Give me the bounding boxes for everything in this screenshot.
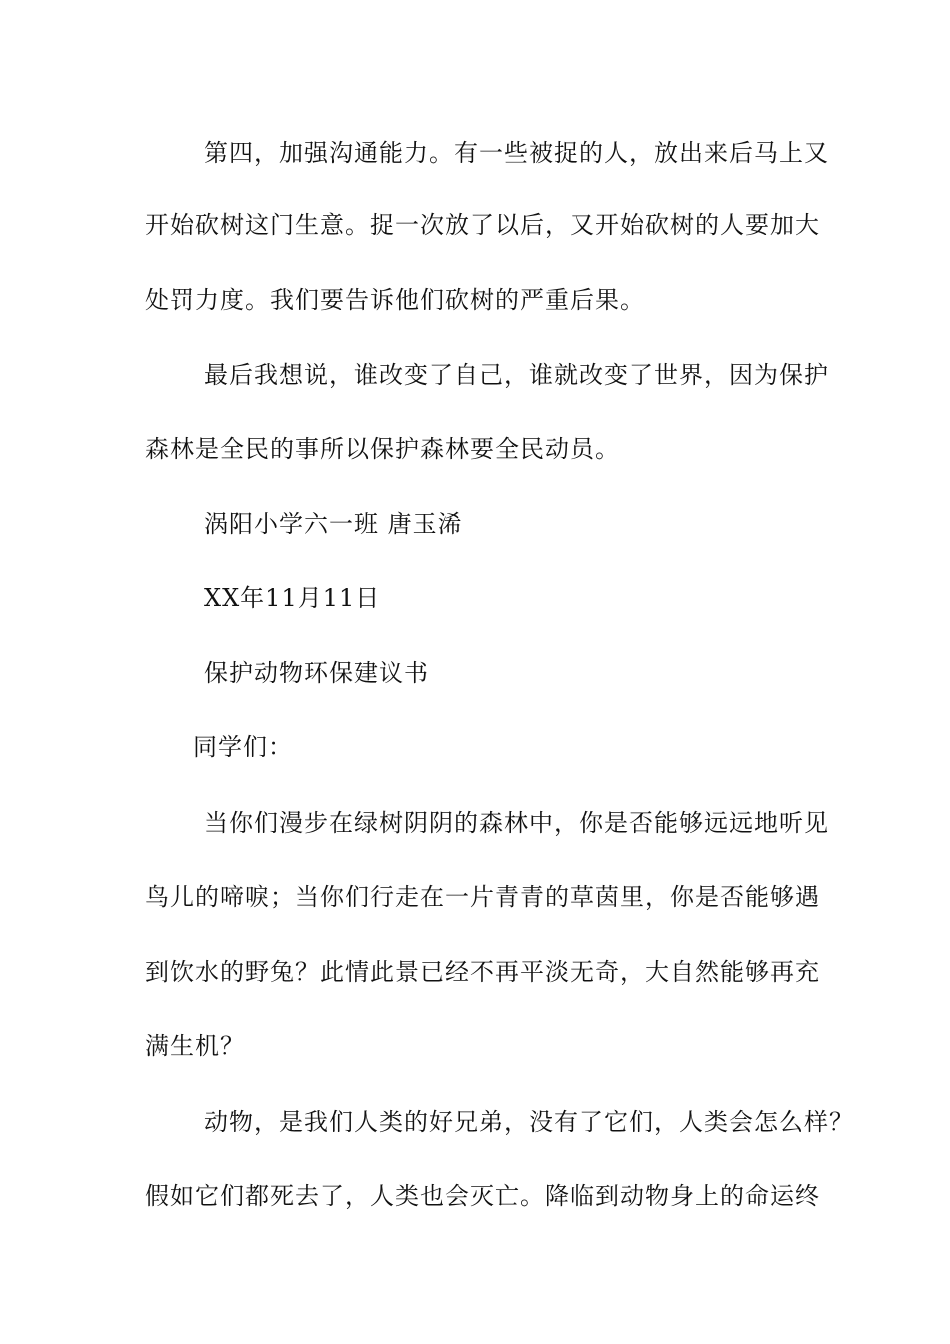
paragraph-line: 动物，是我们人类的好兄弟，没有了它们，人类会怎么样？ xyxy=(204,1108,854,1136)
signature-line: 涡阳小学六一班 唐玉浠 xyxy=(204,510,463,538)
paragraph-line: 森林是全民的事所以保护森林要全民动员。 xyxy=(145,435,620,463)
paragraph-line: 第四，加强沟通能力。有一些被捉的人，放出来后马上又 xyxy=(204,139,829,167)
paragraph-line: 满生机？ xyxy=(145,1032,245,1060)
section-title: 保护动物环保建议书 xyxy=(204,659,429,687)
paragraph-line: 鸟儿的啼唳；当你们行走在一片青青的草茵里，你是否能够遇 xyxy=(145,883,820,911)
paragraph-line: 处罚力度。我们要告诉他们砍树的严重后果。 xyxy=(145,286,645,314)
date-line: XX年11月11日 xyxy=(204,584,381,612)
salutation: 同学们： xyxy=(193,733,293,761)
paragraph-line: 假如它们都死去了，人类也会灭亡。降临到动物身上的命运终 xyxy=(145,1182,820,1210)
paragraph-line: 最后我想说，谁改变了自己，谁就改变了世界，因为保护 xyxy=(204,361,829,389)
paragraph-line: 开始砍树这门生意。捉一次放了以后，又开始砍树的人要加大 xyxy=(145,211,820,239)
paragraph-line: 当你们漫步在绿树阴阴的森林中，你是否能够远远地听见 xyxy=(204,809,829,837)
paragraph-line: 到饮水的野兔？此情此景已经不再平淡无奇，大自然能够再充 xyxy=(145,958,820,986)
